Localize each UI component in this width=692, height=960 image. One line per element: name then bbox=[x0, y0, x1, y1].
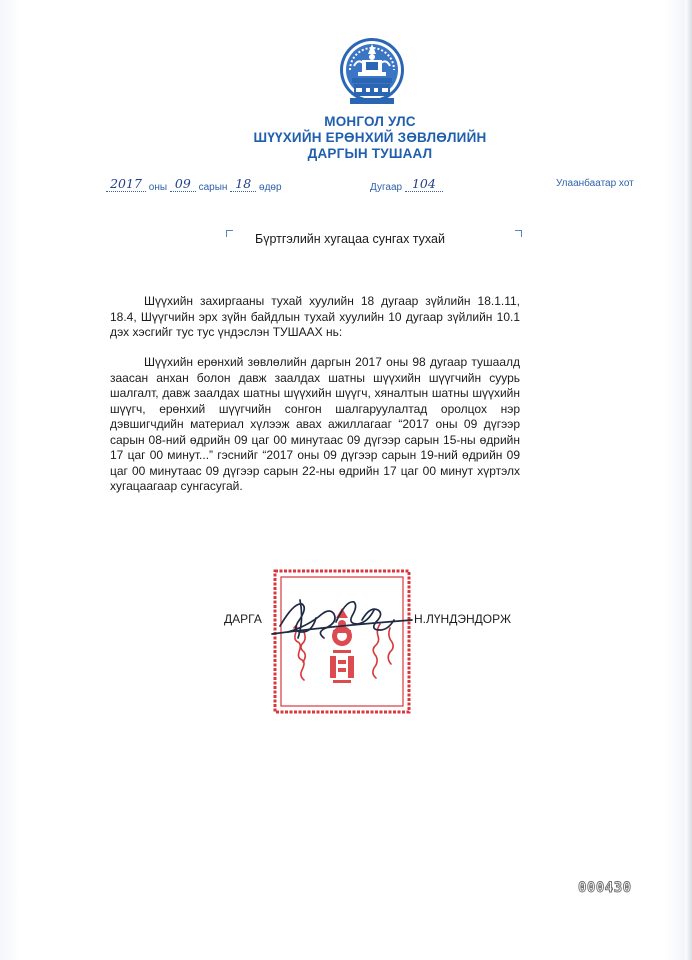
day-value: 18 bbox=[230, 176, 256, 192]
year-value: 2017 bbox=[106, 176, 146, 192]
institution-name: ШҮҮХИЙН ЕРӨНХИЙ ЗӨВЛӨЛИЙН bbox=[253, 130, 487, 145]
day-label: өдөр bbox=[259, 182, 282, 193]
number-value: 104 bbox=[405, 176, 443, 192]
country-name: МОНГОЛ УЛС bbox=[324, 114, 416, 129]
serial-number: 000430 bbox=[578, 880, 632, 896]
page-edge-shadow bbox=[685, 0, 692, 960]
document-type: ДАРГЫН ТУШААЛ bbox=[307, 146, 433, 161]
paragraph-2-text: Шүүхийн ерөнхий зөвлөлийн даргын 2017 оны 98 дугаар тушаалд заасан анхан болон давж заалдах шатны шүүхийн шүүгчийн суурь шалгалт, давж заалдах шатны шүүхийн шүүгч, хяналтын шатны шүүхийн шүүгч, ерөнхий шүүгчийн сонгон шалгаруулалтад оролцох нэр дэвшигчдийн материал хүлээж авах ажиллагааг “2017 оны 09 дүгээр сарын 08-ний өдрийн 09 цаг 00 минутаас 09 дүгээр сарын 15-ны өдрийн 17 цаг 00 минут...” гэснийг “2017 оны 09 дүгээр сарын 19-ний өдрийн 09 цаг 00 минутаас 09 дүгээр сарын 22-ны өдрийн 17 цаг 00 минут хүртэлх хугацаагаар сунгасугай. bbox=[110, 355, 520, 493]
order-paragraph bbox=[110, 355, 520, 495]
date-field bbox=[106, 178, 282, 194]
number-label: Дугаар bbox=[370, 182, 403, 193]
month-label: сарын bbox=[198, 182, 228, 193]
year-label: оны bbox=[148, 182, 168, 193]
signatory-title: ДАРГА bbox=[224, 612, 262, 626]
paragraph-1-text: Шүүхийн захиргааны тухай хуулийн 18 дугаар зүйлийн 18.1.11, 18.4, Шүүгчийн эрх зүйн байдлын тухай хуулийн 10 дугаар зүйлийн 10.1 дэх хэсгийг тус тус үндэслэн ТУШААХ нь: bbox=[110, 294, 520, 339]
state-emblem-icon bbox=[336, 36, 408, 108]
month-value: 09 bbox=[170, 176, 196, 192]
handwritten-signature bbox=[270, 592, 420, 644]
city-label: Улаанбаатар хот bbox=[556, 178, 634, 189]
signatory-name: Н.ЛҮНДЭНДОРЖ bbox=[414, 612, 512, 626]
document-subject: Бүртгэлийн хугацаа сунгах тухай bbox=[255, 232, 445, 246]
document-header bbox=[200, 114, 540, 162]
document-number-field bbox=[370, 178, 443, 194]
legal-basis-paragraph bbox=[110, 294, 520, 341]
